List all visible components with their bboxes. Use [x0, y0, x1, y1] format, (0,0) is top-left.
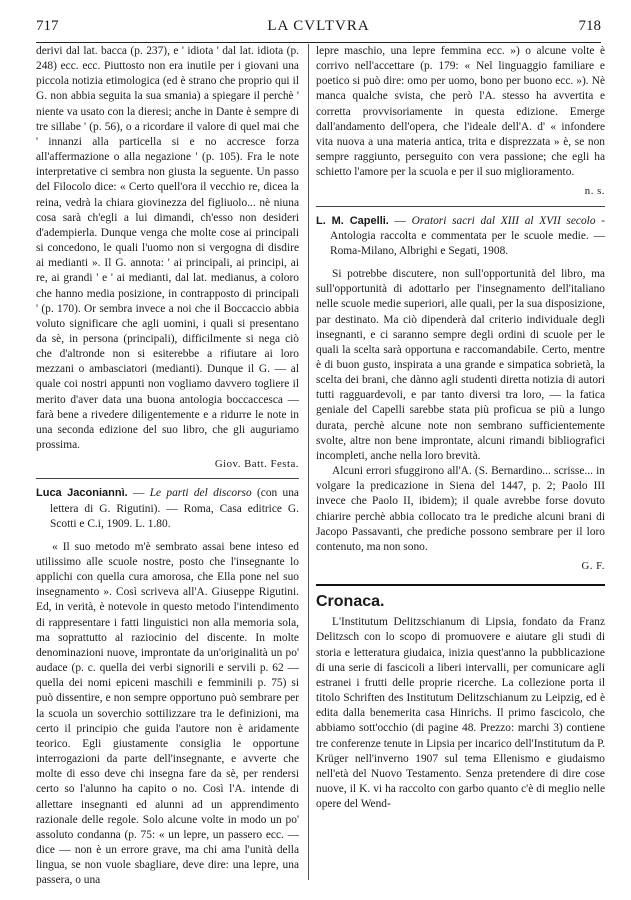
- review-3-paragraph-2: Alcuni errori sfuggirono all'A. (S. Bernardino... scrisse... in volgare la predicazione in Siena del 1447, p. 2; Paolo III invece che Paolo II, ibidem); il quale avrebbe forse dovuto chiarire perchè abbia collocato tra le prediche alcuni brani di Jacopo Passavanti, che prediche possono sembrare per il loro contenuto, ma non sono.: [316, 465, 605, 553]
- entry-title: Oratori sacri dal XIII al XVII secolo: [411, 214, 596, 227]
- section-separator: [36, 478, 299, 479]
- column-divider: [308, 44, 309, 880]
- right-column: [316, 44, 605, 812]
- review-3-paragraph-1: Si potrebbe discutere, non sull'opportunità del libro, ma sull'opportunità di adottarlo per l'insegnamento dell'italiano nelle scuole medie superiori, alle quali, per la sua disposizione, par destinato. Ma ciò dipenderà dal criterio individuale degli insegnanti, e ci saranno sempre degli ordini di scuole per le quali la scelta sarà opportuna e raccomandabile. Certo, mentre è di buon gusto, inspirata a una grande e simpatica sobrietà, la scelta dei brani, che dànno agli studenti diretta notizia di autori tutti ragguardevoli, e par tanto diversi tra loro, — la fatica geniale del Capelli sarebbe stata più proficua se più a lungo durata, perchè alcune note non sembrano sufficientemente svolte, altre non bene improntate, alcuni rimandi bibliografici incompleti, anche nella loro brevità.: [316, 268, 605, 462]
- entry-author: Luca Jaconiannì.: [36, 487, 128, 500]
- page-number-right: 718: [578, 18, 601, 34]
- review-2-paragraph: « Il suo metodo m'è sembrato assai bene inteso ed utilissimo alle scuole nostre, posto che l'insegnante lo applichi con quella cura amorosa, che Ella pone nel suo insegnamento ». Così scriveva all'A. Giuseppe Rigutini. Ed, in verità, è notevole in questo metodo l'intendimento di rappresentare i fatti linguistici non alla memoria sola, ma soprattutto al raziocinio del discente. In molte denominazioni nuove, improntate da un'originalità un po' audace (p. c. quella dei verbi signorili e servili p. 62 — quella dei nomi epiceni maschili e femminili p. 75) si può dissentire, e non sempre opportuno può sembrare per la scuola un soverchio sottilizzare tra le definizioni, ma certo il principio che guida l'autore non è aridamente teorico. Egli giustamente consiglia le opportune interrogazioni da parte dell'insegnante, e avverte che molte di esso deve chi insegna fare da sè, per rendersi certo so l'alunno ha capito o no. Così l'A. intende di allettare insegnanti ed alunni ad un apprendimento razionale delle regole. Solo alcune volte in modo un po' assoluto condanna (p. 75: « un lepre, un passero ecc. — dice — non è un errore grave, ma chi ama l'unità della lingua, se non vuole sbagliare, deve dire: una lepre, una passera, o una: [36, 540, 299, 887]
- signature-ns: n. s.: [584, 185, 605, 198]
- entry-title: Le parti del discorso: [149, 487, 252, 500]
- running-header: [36, 18, 601, 42]
- entry-publication: - Antologia raccolta e commentata per le scuole medie. — Roma-Milano, Albrighi e Segati, 1908.: [330, 214, 605, 257]
- section-title-cronaca: Cronaca.: [316, 593, 385, 611]
- page-number-left: 717: [36, 18, 59, 34]
- entry-publication: (con una lettera di G. Rigutini). — Roma, Casa editrice G. Scotti e C.i, 1909. L. 1.80.: [50, 487, 299, 530]
- left-column: [36, 44, 299, 888]
- header-rule: [36, 42, 601, 43]
- review-1-paragraph: derivi dal lat. bacca (p. 237), e ' idiota ' dal lat. idiota (p. 248) ecc. ecc. Piuttosto non era inutile per i giovani una piccola notizia etimologica (ed è strano che proprio qui il G. non abbia seguita la sua smania) a spiegare il perchè ' niente va usato con la dieresi; anche in Dante è sempre di tre sillabe ' (p. 56), o a ricordare il valore di quel mai che ' innanzi alla particella si e no accresce forza all'affermazione o alla negazione ' (p. 105). Fra le note interpretative ci sembra non giusta la seguente. Un passo del Filocolo dice: « Certo quell'ora il vecchio re, dicea la reina, vedrà la chiara giovinezza del figliuolo... nè niuna cosa sarà ch'egli a lui dimandi, ch'esso non desideri d'adempierla. Dunque venga che molte cose ai principali si concedono, le quali l'uomo non si vergogna di disdire ai medianti ». Il G. annota: ' ai principali, ai principi, ai re, ai grandi ' e ' ai medianti, dal lat. medianus, a coloro che hanno media posizione, in contrapposto di principali ' (p. 170). Or sembra invece a noi che il Boccaccio abbia voluto significare che agli uomini, i quali si presentano da sè, in persona (principali), difficilmente si nega ciò che d'altronde non si esiterebbe a rifiutare ai loro mezzani o ambasciatori (medianti). Dunque il G. — al quale coi nostri appunti non vogliamo davvero togliere il merito d'aver data una buona antologia boccaccesca — farà bene a rivedere diligentemente e a ridurre le note in una seconda edizione del suo libro, che gli auguriamo prossima.: [36, 45, 299, 452]
- signature-gf: G. F.: [581, 560, 605, 572]
- cronaca-section: [316, 584, 605, 812]
- bibliographic-entry-jaconiannì: Luca Jaconiannì. — Le parti del discorso (con una lettera di G. Rigutini). — Roma, Casa editrice G. Scotti e C.i, 1909. L. 1.80.: [36, 487, 299, 530]
- review-2-continuation: lepre maschio, una lepre femmina ecc. ») o alcune volte è corrivo nell'accettare (p. 179: « Nel linguaggio familiare e poetico si può dire: omo per uomo, bono per buono ecc. »). Nè manca qualche svista, che però l'A. stesso ha avvertita e corretta provvisoriamente in questa edizione. Emerge dall'andamento dell'opera, che l'ideale dell'A. d' « infondere vita nuova a una materia antica, trita e disprezzata » è, se non sempre raggiunto, perseguito con vera passione; che egli ha schietto l'amore per la scuola e per il suo miglioramento.: [316, 45, 605, 179]
- entry-author: L. M. Capelli.: [316, 214, 389, 227]
- cronaca-paragraph: L'Institutum Delitzschianum di Lipsia, fondato da Franz Delitzsch con lo scopo di promuovere e aiutare gli studi di storia e letteratura giudaica, inizia quest'anno la pubblicazione di una serie di fascicoli a liberi intervalli, per comunicare agli estranei i frutti delle proprie ricerche. La collezione porta il titolo Schriften des Institutum Delitzschianum zu Leipzig, ed è edita dalla benemerita casa Hinrichs. Il primo fascicolo, che abbiamo sott'occhio (di pagine 48. Prezzo: marchi 3) contiene tre conferenze tenute in Lipsia per incarico dell'Institutum da P. Krüger nell'inverno 1907 sul tema Ellenismo e giudaismo nell'età del Nuovo Testamento. Senza pretendere di dire cose nuove, il K. vi ha raccolto con garbo quanto c'è di meglio nelle opere del Wend-: [316, 616, 605, 811]
- bibliographic-entry-capelli: L. M. Capelli. — Oratori sacri dal XIII al XVII secolo - Antologia raccolta e commentata per le scuole medie. — Roma-Milano, Albrighi e Segati, 1908.: [316, 214, 605, 257]
- journal-title: LA CVLTVRA: [267, 18, 370, 34]
- section-separator: [316, 206, 605, 207]
- signature-festa: Giov. Batt. Festa.: [214, 458, 299, 471]
